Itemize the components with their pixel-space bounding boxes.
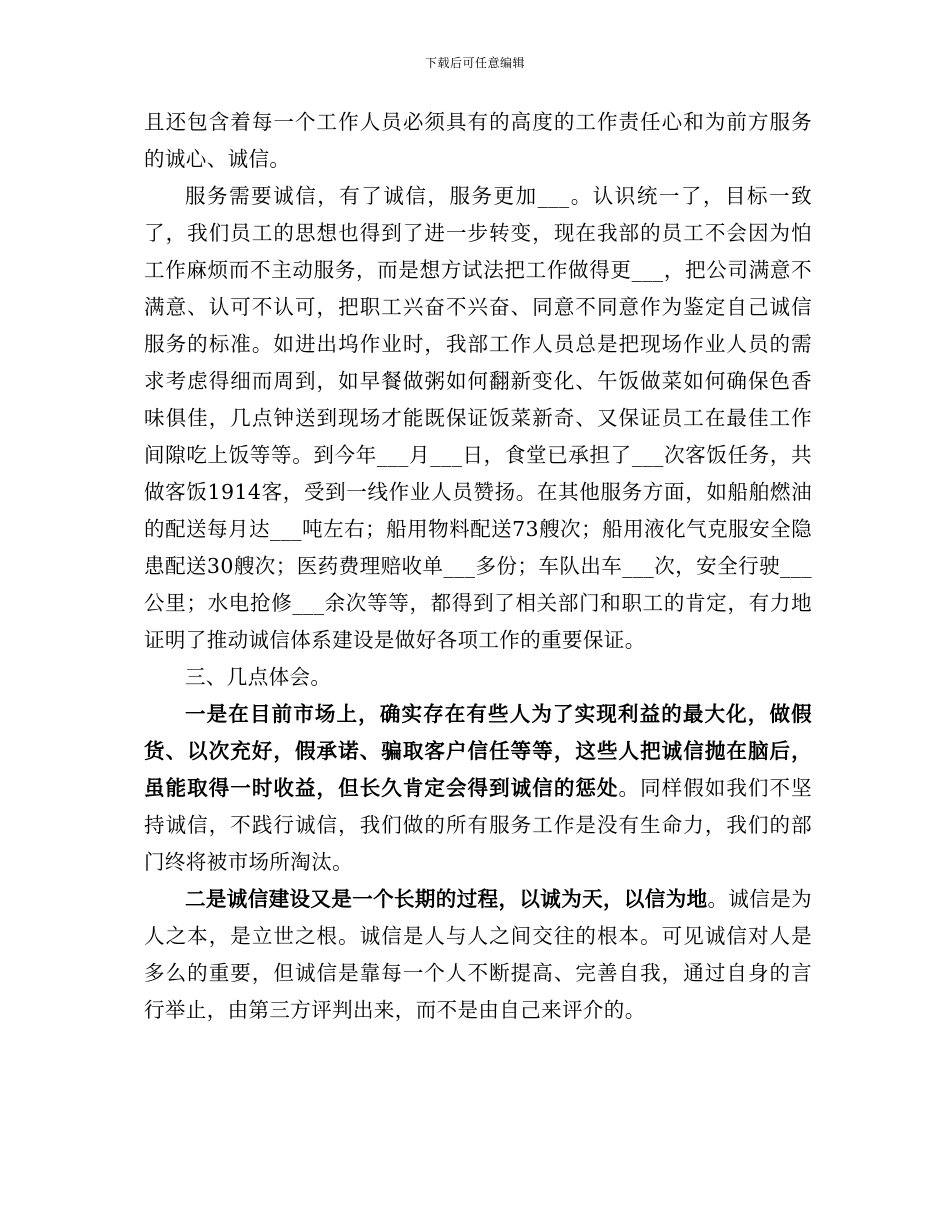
point-two-text: 。诚信是为人之本，是立世之根。诚信是人与人之间交往的根本。可见诚信对人是多么的重要，但诚信是靠每一个人不断提高、完善自我，通过自身的言行举止，由第三方评判出来，而不是由自己来评介的。 [144,887,812,1022]
section-heading-experiences: 三、几点体会。 [185,665,332,689]
point-two-bold-text: 二是诚信建设又是一个长期的过程，以诚为天，以信为地 [185,887,708,911]
document-body [144,104,812,1029]
paragraph-continuation: 且还包含着每一个工作人员必须具有的高度的工作责任心和为前方服务的诚心、诚信。 [144,110,812,171]
paragraph-service-integrity: 服务需要诚信，有了诚信，服务更加___。认识统一了，目标一致了，我们员工的思想也得到了进一步转变，现在我部的员工不会因为怕工作麻烦而不主动服务，而是想方试法把工作做得更___，把公司满意不满意、认可不认可，把职工兴奋不兴奋、同意不同意作为鉴定自己诚信服务的标准。如进出坞作业时，我部工作人员总是把现场作业人员的需求考虑得细而周到，如早餐做粥如何翻新变化、午饭做菜如何确保色香味俱佳，几点钟送到现场才能既保证饭菜新奇、又保证员工在最佳工作间隙吃上饭等等。到今年___月___日，食堂已承担了___次客饭任务，共做客饭1914客，受到一线作业人员赞扬。在其他服务方面，如船舶燃油的配送每月达___吨左右；船用物料配送73艘次；船用液化气克服安全隐患配送30艘次；医药费理赔收单___多份；车队出车___次，安全行驶___公里；水电抢修___余次等等，都得到了相关部门和职工的肯定，有力地证明了推动诚信体系建设是做好各项工作的重要保证。 [144,184,812,652]
paragraph-point-two [144,881,812,1029]
point-one-text: 。同样假如我们不坚持诚信，不践行诚信，我们做的所有服务工作是没有生命力，我们的部门终将被市场所淘汰。 [144,776,812,874]
paragraph-point-one [144,696,812,881]
point-one-bold-text: 一是在目前市场上，确实存在有些人为了实现利益的最大化，做假货、以次充好，假承诺、骗取客户信任等等，这些人把诚信抛在脑后，虽能取得一时收益，但长久肯定会得到诚信的惩处 [144,702,812,800]
page-header: 下载后可任意编辑 [424,56,525,70]
